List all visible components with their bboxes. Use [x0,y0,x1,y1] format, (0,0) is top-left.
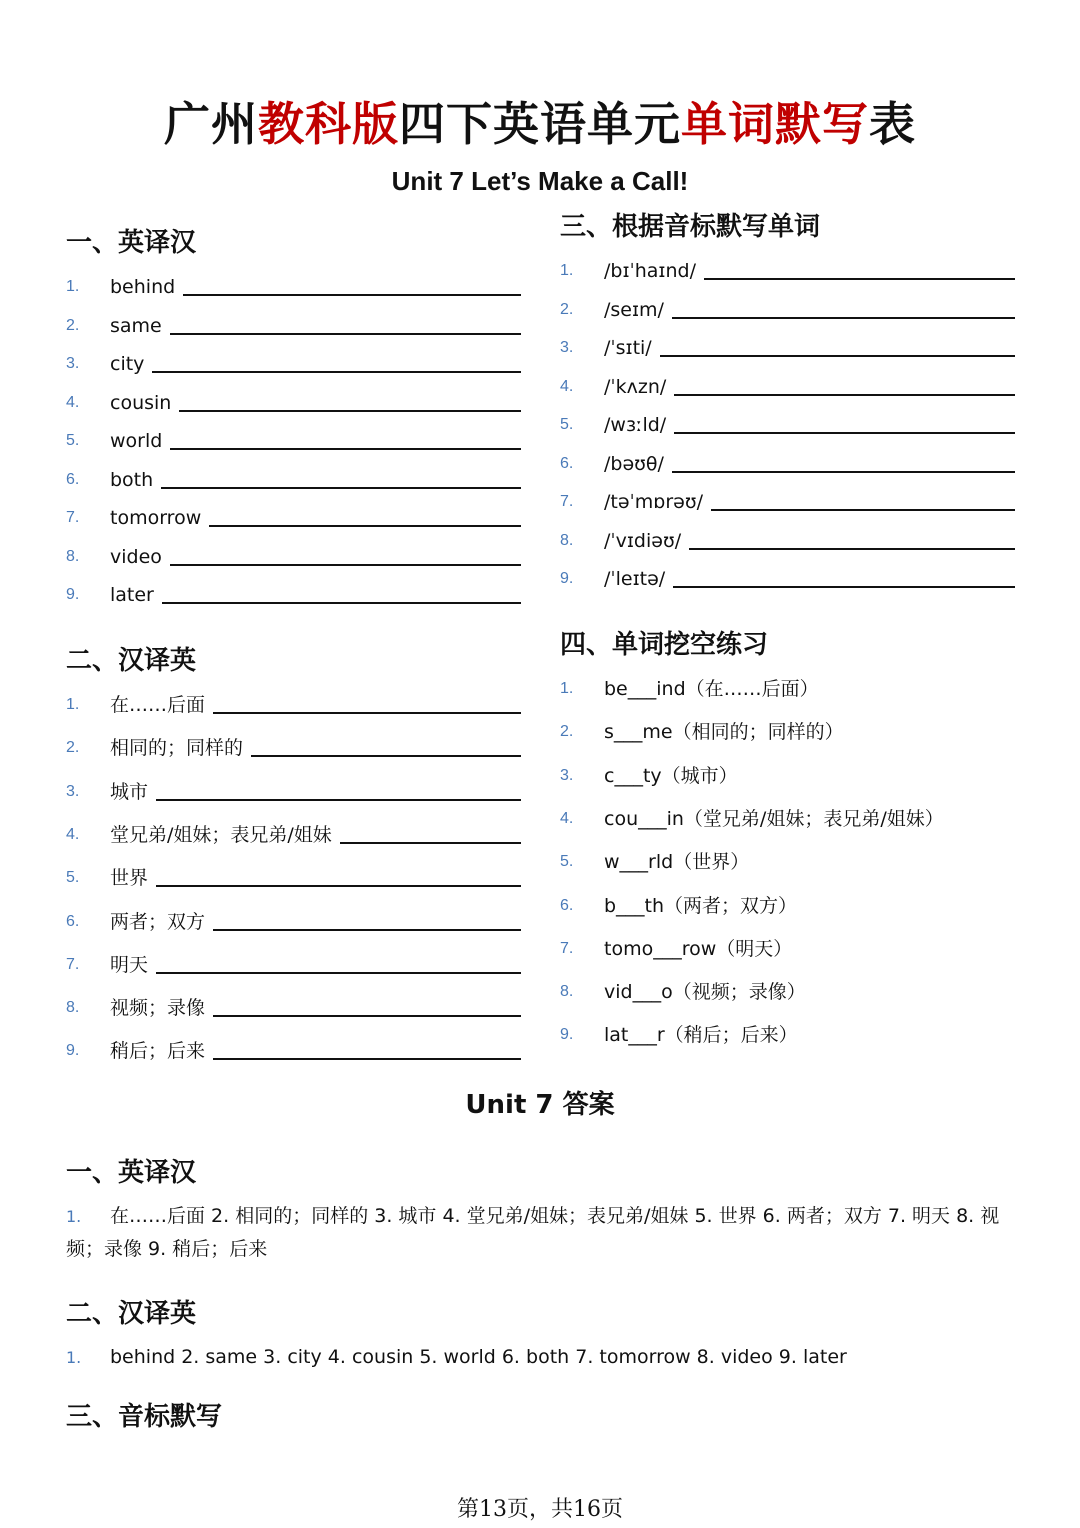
answer-blank-line[interactable] [156,885,521,887]
section1-item [66,503,521,533]
item-number: 4. [560,809,574,827]
section3-item [560,372,1015,402]
item-prompt: vid___o（视频；录像） [604,981,806,1004]
item-number: 8. [66,999,80,1017]
answers-section1-number: 1. [66,1207,82,1226]
item-number: 7. [560,939,574,957]
item-number: 4. [560,377,574,395]
page-footer: 第13页，共16页 [457,1497,623,1522]
item-prompt: c___ty（城市） [604,764,738,787]
answer-blank-line[interactable] [161,487,521,489]
section1-item [66,580,521,610]
item-number: 7. [560,493,574,510]
answer-blank-line[interactable] [674,432,1015,434]
answers-section1-content: 在……后面 2. 相同的；同样的 3. 城市 4. 堂兄弟/姐妹；表兄弟/姐妹 5. 世界 6. 两者；双方 7. 明天 8. 视频；录像 9. 稍后；后来 [66,1205,1000,1260]
item-number: 7. [66,955,80,973]
answer-blank-line[interactable] [340,842,521,844]
item-number: 2. [66,739,80,757]
section2-item [66,1036,521,1066]
item-number: 2. [560,300,574,318]
section2-item [66,950,521,980]
item-number: 9. [66,586,80,603]
item-prompt: b___th（两者；双方） [604,894,798,917]
section4-item [560,891,1015,921]
section1-item [66,542,521,572]
answer-blank-line[interactable] [162,602,521,604]
answer-blank-line[interactable] [156,799,521,801]
section2-item [66,993,521,1023]
section1-item [66,349,521,379]
section2-item [66,733,521,763]
unit-subtitle: Unit 7 Let’s Make a Call! [391,166,689,196]
item-number: 6. [66,470,80,488]
item-prompt: later [110,584,154,606]
answer-blank-line[interactable] [209,525,521,527]
section2-item [66,907,521,937]
item-prompt: video [110,545,162,568]
answer-blank-line[interactable] [673,586,1015,588]
item-prompt: 堂兄弟/姐妹；表兄弟/姐妹 [110,823,332,846]
answer-blank-line[interactable] [213,1058,521,1060]
item-number: 4. [66,393,80,411]
answers-heading: Unit 7 答案 [465,1090,615,1120]
title-part-1: 广州 [164,97,258,151]
answer-blank-line[interactable] [179,410,521,412]
section2-item [66,777,521,807]
answers-section2-text [66,1341,1016,1374]
item-prompt: /ˈkʌzn/ [604,375,667,398]
section4-item [560,761,1015,791]
item-prompt: /ˈvɪdiəʊ/ [604,529,682,552]
item-prompt: tomorrow [110,507,202,529]
answer-blank-line[interactable] [156,972,521,974]
answer-blank-line[interactable] [170,564,521,566]
item-number: 1. [66,696,80,713]
answer-blank-line[interactable] [672,471,1015,473]
item-prompt: 两者；双方 [110,910,206,933]
section4-item [560,674,1015,704]
item-prompt: /wɜːld/ [604,414,667,436]
item-number: 3. [66,355,80,372]
section3-heading: 三、根据音标默写单词 [560,212,821,242]
item-prompt: be___ind（在……后面） [604,678,819,700]
title-part-5: 表 [869,97,916,151]
item-number: 8. [560,531,574,549]
item-prompt: /ˈsɪti/ [604,337,652,359]
answers-section2-number: 1. [66,1348,82,1367]
item-number: 1. [560,680,574,697]
answer-blank-line[interactable] [213,1015,521,1017]
item-prompt: /seɪm/ [604,298,664,321]
item-prompt: /ˈleɪtə/ [604,568,666,590]
item-prompt: /bɪˈhaɪnd/ [604,260,696,282]
section4-item [560,847,1015,877]
section4-item [560,717,1015,747]
item-prompt: w___rld（世界） [604,851,750,874]
item-number: 9. [560,1026,574,1044]
title-part-4: 单词默写 [681,97,869,151]
item-number: 3. [560,766,574,784]
item-number: 6. [560,454,574,472]
item-prompt: lat___r（稍后；后来） [604,1024,798,1047]
item-number: 7. [66,509,80,526]
item-number: 9. [66,1042,80,1060]
answer-blank-line[interactable] [251,755,521,757]
item-prompt: 相同的；同样的 [110,737,244,760]
answers-section3-heading: 三、音标默写 [66,1402,223,1432]
section4-heading: 四、单词挖空练习 [560,630,769,660]
answer-blank-line[interactable] [660,355,1015,357]
title-part-2: 教科版 [258,97,399,151]
item-number: 6. [66,912,80,930]
section3-item [560,487,1015,517]
section1-item [66,426,521,456]
item-prompt: city [110,353,145,375]
answers-section1-text [66,1200,1016,1266]
section4-item [560,934,1015,964]
item-prompt: /təˈmɒrəʊ/ [604,491,703,513]
section3-item [560,564,1015,594]
section2-item [66,863,521,893]
item-number: 5. [560,416,574,433]
section3-item [560,526,1015,556]
section3-item [560,410,1015,440]
answers-section2-content: behind 2. same 3. city 4. cousin 5. world 6. both 7. tomorrow 8. video 9. later [110,1346,847,1368]
page-title [0,88,1080,154]
item-prompt: 城市 [110,780,149,803]
answer-blank-line[interactable] [170,333,521,335]
title-part-3: 四下英语单元 [399,97,681,151]
answer-blank-line[interactable] [672,317,1015,319]
section1-item [66,311,521,341]
section2-item [66,690,521,720]
section4-item [560,804,1015,834]
section4-item [560,977,1015,1007]
item-number: 8. [66,547,80,565]
item-number: 2. [560,723,574,741]
item-number: 6. [560,896,574,914]
item-number: 5. [560,853,574,871]
item-prompt: 视频；录像 [110,997,206,1020]
answer-blank-line[interactable] [170,448,521,450]
answer-blank-line[interactable] [213,929,521,931]
answer-blank-line[interactable] [152,371,521,373]
answer-blank-line[interactable] [704,278,1015,280]
section1-heading: 一、英译汉 [66,228,197,258]
section4-item [560,1020,1015,1050]
item-prompt: /bəʊθ/ [604,452,664,475]
item-prompt: same [110,314,162,337]
answers-section2-heading: 二、汉译英 [66,1299,197,1329]
answer-blank-line[interactable] [711,509,1015,511]
item-prompt: world [110,430,163,452]
item-number: 2. [66,316,80,334]
item-prompt: both [110,468,154,491]
item-number: 5. [66,869,80,887]
item-prompt: 在……后面 [110,694,206,716]
item-number: 1. [560,262,574,279]
item-number: 5. [66,432,80,449]
item-number: 4. [66,825,80,843]
answer-blank-line[interactable] [213,712,521,714]
item-number: 3. [66,782,80,800]
answer-blank-line[interactable] [183,294,521,296]
section3-item [560,256,1015,286]
section1-item [66,272,521,302]
section3-item [560,449,1015,479]
item-prompt: s___me（相同的；同样的） [604,721,844,744]
section1-item [66,465,521,495]
item-prompt: 世界 [110,867,149,890]
item-prompt: cou___in（堂兄弟/姐妹；表兄弟/姐妹） [604,807,944,830]
item-prompt: cousin [110,391,172,414]
section3-item [560,333,1015,363]
answer-blank-line[interactable] [689,548,1015,550]
item-number: 8. [560,983,574,1001]
section2-heading: 二、汉译英 [66,646,197,676]
item-number: 9. [560,570,574,587]
item-prompt: 稍后；后来 [110,1040,206,1063]
answers-section1-heading: 一、英译汉 [66,1158,197,1188]
item-number: 1. [66,278,80,295]
answer-blank-line[interactable] [674,394,1015,396]
section2-item [66,820,521,850]
section1-item [66,388,521,418]
item-number: 3. [560,339,574,356]
item-prompt: 明天 [110,953,149,976]
section3-item [560,295,1015,325]
item-prompt: tomo___row（明天） [604,937,793,960]
item-prompt: behind [110,276,176,298]
